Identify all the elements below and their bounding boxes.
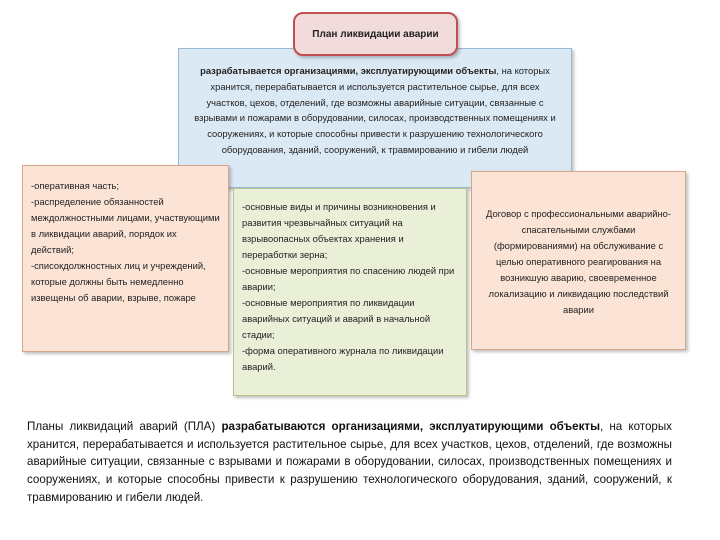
organization-box-text: , на которых хранится, перерабатывается и используется растительное сырье, для всех участков, цехов, отделений, где возможны аварийные ситуации, связанные с взрывами и пожарами в оборудовании, силосах, производственных помещениях и сооружениях, и которые способны привести к разрушению технологического оборудования, зданий, сооружений, к травмированию и гибели людей (194, 65, 556, 155)
organization-box (178, 48, 572, 188)
caption-suffix: , на которых хранится, перерабатывается и используется растительное сырье, для всех участков, цехов, отделений, где возможны аварийные ситуации, связанные с взрывами и пожарами в оборудовании, силосах, производственных помещениях и сооружениях, и которые способны привести к разрушению технологического оборудования, зданий, сооружений, к травмированию и гибели людей. (27, 420, 672, 504)
emergency-measures-box: -основные виды и причины возникновения и развития чрезвычайных ситуаций на взрывоопасных объектах хранения и переработки зерна; -основные мероприятия по спасению людей при аварии; -основные мероприятия по ликвидации аварийных ситуаций и аварий в начальной стадии; -форма оперативного журнала по ликвидации аварий. (233, 188, 467, 396)
rescue-contract-box: Договор с профессиональными аварийно-спасательными службами (формированиями) на обслуживание с целью оперативного реагирования на возникшую аварию, своевременное локализацию и ликвидацию последствий аварии (471, 171, 686, 350)
caption-prefix: Планы ликвидаций аварий (ПЛА) (27, 420, 222, 433)
plan-title-box (293, 12, 458, 56)
caption-paragraph (27, 418, 672, 507)
plan-title: План ликвидации аварии (312, 28, 439, 40)
operational-part-box: -оперативная часть; -распределение обязанностей междолжностными лицами, участвующими в ликвидации аварий, порядок их действий; -списокдолжностных лиц и учреждений, которые должны быть немедленно извещены об аварии, взрыве, пожаре (22, 165, 229, 352)
caption-bold: разрабатываются организациями, эксплуатирующими объекты (221, 420, 600, 433)
organization-box-bold-text: разрабатывается организациями, эксплуатирующими объекты (200, 65, 497, 76)
